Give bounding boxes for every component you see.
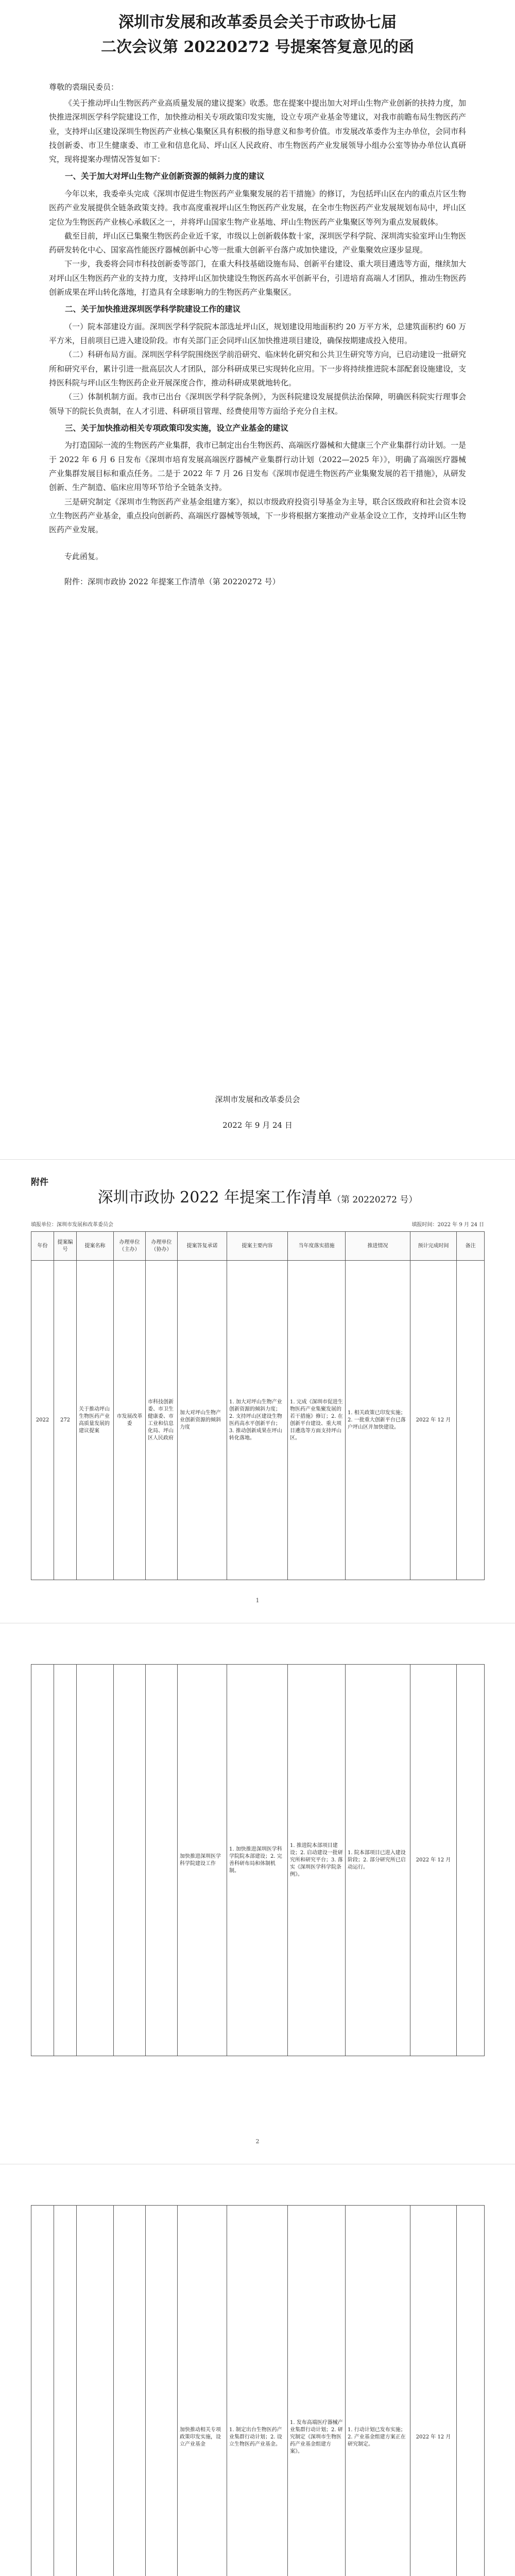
section-2-paragraph: （一）院本部建设方面。深圳医学科学院院本部选址坪山区，规划建设用地面积约 20 万平方米，总建筑面积约 60 万平方米，目前项目已进入建设阶段。市有关部门正会同坪山区加快推进项目建设，确保按期建成投入使用。 (49, 321, 466, 346)
section-heading-3: 三、关于加快推动相关专项政策印发实施，设立产业基金的建议 (65, 423, 289, 433)
table-header-row (31, 1232, 485, 1261)
header-cell: 提案答复承诺 (178, 1232, 227, 1261)
cell-year (31, 1665, 54, 2056)
cell-assist-unit (146, 1665, 178, 2056)
section-2-paragraph: （二）科研布局方面。深圳医学科学院围绕医学前沿研究、临床转化研究和公共卫生研究等方向，已启动建设一批研究所和研究平台，累计引进一批高层次人才团队，部分科研成果已实现转化应用。下一步将持续推进院本部配套设施建设，支持医科院与坪山区生物医药企业开展深度合作，推动科研成果就地转化。 (49, 350, 467, 388)
cell-remark (457, 2206, 485, 2576)
cell-content: 1. 制定出台生物医药产业集群行动计划；2. 设立生物医药产业基金。 (227, 2206, 288, 2576)
cell-remark (457, 1665, 485, 2056)
proposal-work-table-cont (31, 2205, 485, 2576)
header-cell: 当年度落实措施 (288, 1232, 346, 1261)
page-number: 2 (255, 2138, 260, 2145)
header-cell: 办理单位（协办） (146, 1232, 178, 1261)
cell-number (54, 2206, 77, 2576)
cell-proposal-name: 关于推动坪山生物医药产业高质量发展的建议提案 (77, 1261, 114, 1580)
cell-host-unit (114, 2206, 146, 2576)
header-cell: 办理单位（主办） (114, 1232, 146, 1261)
section-3-paragraph: 三是研究制定《深圳市生物医药产业基金组建方案》，拟以市级政府投资引导基金为主导，联合区级政府和社会资本设立生物医药产业基金，重点投向创新药、高端医疗器械等领域，下一步将根据方案推动产业基金设立工作，支持坪山区生物医药产业发展。 (49, 497, 467, 535)
meta-filing-unit: 填报单位：深圳市发展和改革委员会 (31, 1222, 113, 1228)
section-heading-2: 二、关于加快推进深圳医学科学院建设工作的建议 (65, 304, 241, 314)
cell-number: 272 (54, 1261, 77, 1580)
cell-content: 1. 加快推进深圳医学科学院院本部建设；2. 完善科研布局和体制机制。 (227, 1665, 288, 2056)
cell-number (54, 1665, 77, 2056)
table-row (31, 1261, 485, 1580)
letter-title-line2: 二次会议第 20220272 号提案答复意见的函 (101, 38, 414, 56)
letter-date: 2022 年 9 月 24 日 (222, 1121, 293, 1130)
salutation: 尊敬的裘瑞民委员： (49, 82, 119, 92)
cell-progress: 1. 行动计划已发布实施；2. 产业基金组建方案正在研究制定。 (346, 2206, 410, 2576)
cell-eta: 2022 年 12 月 (410, 2206, 457, 2576)
cell-year (31, 2206, 54, 2576)
cell-content: 1. 加大对坪山生物产业创新资源的倾斜力度；2. 支持坪山区建设生物医药高水平创新平台；3. 推动创新成果在坪山转化落地。 (227, 1261, 288, 1580)
header-cell: 提案主要内容 (227, 1232, 288, 1261)
cell-remark (457, 1261, 485, 1580)
section-1-paragraph: 下一步，我委将会同市科技创新委等部门，在重大科技基础设施布局、创新平台建设、重大项目遴选等方面，继续加大对坪山区生物医药产业的支持力度，支持坪山区加快建设生物医药高水平创新平台，引进培育高端人才团队，推动生物医药创新成果在坪山转化落地，打造具有全球影响力的生物医药产业集聚区。 (49, 259, 467, 297)
cell-promise: 加快推动相关专项政策印发实施，设立产业基金 (178, 2206, 227, 2576)
proposal-work-table-cont (31, 1664, 485, 2056)
signer: 深圳市发展和改革委员会 (215, 1095, 300, 1104)
closing-line: 专此函复。 (64, 551, 104, 561)
cell-assist-unit: 市科技创新委、市卫生健康委、市工业和信息化局、坪山区人民政府 (146, 1261, 178, 1580)
cell-measures: 1. 推进院本部项目建设；2. 启动建设一批研究所和研究平台；3. 落实《深圳医学科学院条例》。 (288, 1665, 346, 2056)
letter-title-line1: 深圳市发展和改革委员会关于市政协七届 (118, 13, 397, 31)
section-1-paragraph: 截至目前，坪山区已集聚生物医药企业近千家，市级以上创新载体数十家，深圳医学科学院、深圳湾实验室坪山生物医药研发转化中心、国家高性能医疗器械创新中心等一批重大创新平台落户或加快建设，产业集聚效应逐步显现。 (49, 231, 467, 255)
reply-letter (49, 10, 466, 589)
header-cell: 推进情况 (346, 1232, 410, 1261)
cell-measures: 1. 发布高端医疗器械产业集群行动计划；2. 研究制定《深圳市生物医药产业基金组建方案》。 (288, 2206, 346, 2576)
letter-title (49, 10, 466, 60)
cell-eta: 2022 年 12 月 (410, 1261, 457, 1580)
cell-progress: 1. 相关政策已印发实施；2. 一批重大创新平台已落户坪山区并加快建设。 (346, 1261, 410, 1580)
cell-host-unit (114, 1665, 146, 2056)
cell-proposal-name (77, 2206, 114, 2576)
attachment-meta (31, 1220, 484, 1228)
cell-promise: 加大对坪山生物产业创新资源的倾斜力度 (178, 1261, 227, 1580)
intro-paragraph: 《关于推动坪山生物医药产业高质量发展的建议提案》收悉。您在提案中提出加大对坪山生物产业创新的扶持力度，加快推进深圳医学科学院建设工作，加快推动相关专项政策印发实施，设立专项产业基金等建议，对我市前瞻布局生物医药产业，支持坪山区建设深圳生物医药产业核心集聚区具有积极的指导意义和参考价值。市发展改革委作为主办单位，会同市科技创新委、市卫生健康委、市工业和信息化局、坪山区人民政府、市生物医药产业发展领导小组办公室等协办单位认真研究，现将提案办理情况答复如下： (49, 98, 467, 164)
meta-filing-date: 填报时间：2022 年 9 月 24 日 (411, 1222, 484, 1228)
proposal-work-table (31, 1231, 485, 1580)
section-3-paragraph: 为打造国际一流的生物医药产业集群，我市已制定出台生物医药、高端医疗器械和大健康三个产业集群行动计划。一是于 2022 年 6 月 6 日发布《深圳市培育发展高端医疗器械产业集群行动计划（2022—2025 年）》，明确了高端医疗器械产业集群发展目标和重点任务。二是于 2022 年 7 月 26 日发布《深圳市促进生物医药产业集聚发展的若干措施》，从研发创新、生产制造、临床应用等环节给予全链条支持。 (49, 440, 467, 493)
header-cell: 提案编号 (54, 1232, 77, 1261)
section-heading-1: 一、关于加大对坪山生物产业创新资源的倾斜力度的建议 (65, 172, 265, 181)
attachment-label: 附件 (31, 1177, 48, 1188)
header-cell: 年份 (31, 1232, 54, 1261)
header-cell: 预计完成时间 (410, 1232, 457, 1261)
cell-host-unit: 市发展改革委 (114, 1261, 146, 1580)
attachment-title (0, 1185, 515, 1213)
header-cell: 备注 (457, 1232, 485, 1261)
cell-year: 2022 (31, 1261, 54, 1580)
cell-progress: 1. 院本部项目已进入建设阶段；2. 部分研究所已启动运行。 (346, 1665, 410, 2056)
attachment-title-sub: （第 20220272 号） (332, 1195, 418, 1205)
cell-assist-unit (146, 2206, 178, 2576)
header-cell: 提案名称 (77, 1232, 114, 1261)
section-1-paragraph: 今年以来，我委牵头完成《深圳市促进生物医药产业集聚发展的若干措施》的修订，为包括坪山区在内的重点片区生物医药产业发展提供全链条政策支持。我市高度重视坪山区生物医药产业发展，在全市生物医药产业发展规划布局中，坪山区定位为生物医药产业核心承载区之一，并将坪山国家生物产业基地、坪山生物医药产业集聚区等列为重点发展载体。 (49, 189, 467, 227)
attachment-title-main: 深圳市政协 2022 年提案工作清单 (97, 1189, 333, 1207)
cell-proposal-name (77, 1665, 114, 2056)
page-number: 1 (255, 1597, 260, 1604)
table-row (31, 2206, 485, 2576)
cell-eta: 2022 年 12 月 (410, 1665, 457, 2056)
table-row (31, 1665, 485, 2056)
section-2-paragraph: （三）体制机制方面。我市已出台《深圳医学科学院条例》，为医科院建设发展提供法治保障，明确医科院实行理事会领导下的院长负责制，在人才引进、科研项目管理、经费使用等方面给予充分自主权。 (49, 392, 466, 416)
cell-measures: 1. 完成《深圳市促进生物医药产业集聚发展的若干措施》修订；2. 在创新平台建设、重大项目遴选等方面支持坪山区。 (288, 1261, 346, 1580)
cell-promise: 加快推进深圳医学科学院建设工作 (178, 1665, 227, 2056)
page-divider (0, 1159, 515, 1160)
attachment-note: 附件：深圳市政协 2022 年提案工作清单（第 20220272 号） (64, 577, 280, 586)
